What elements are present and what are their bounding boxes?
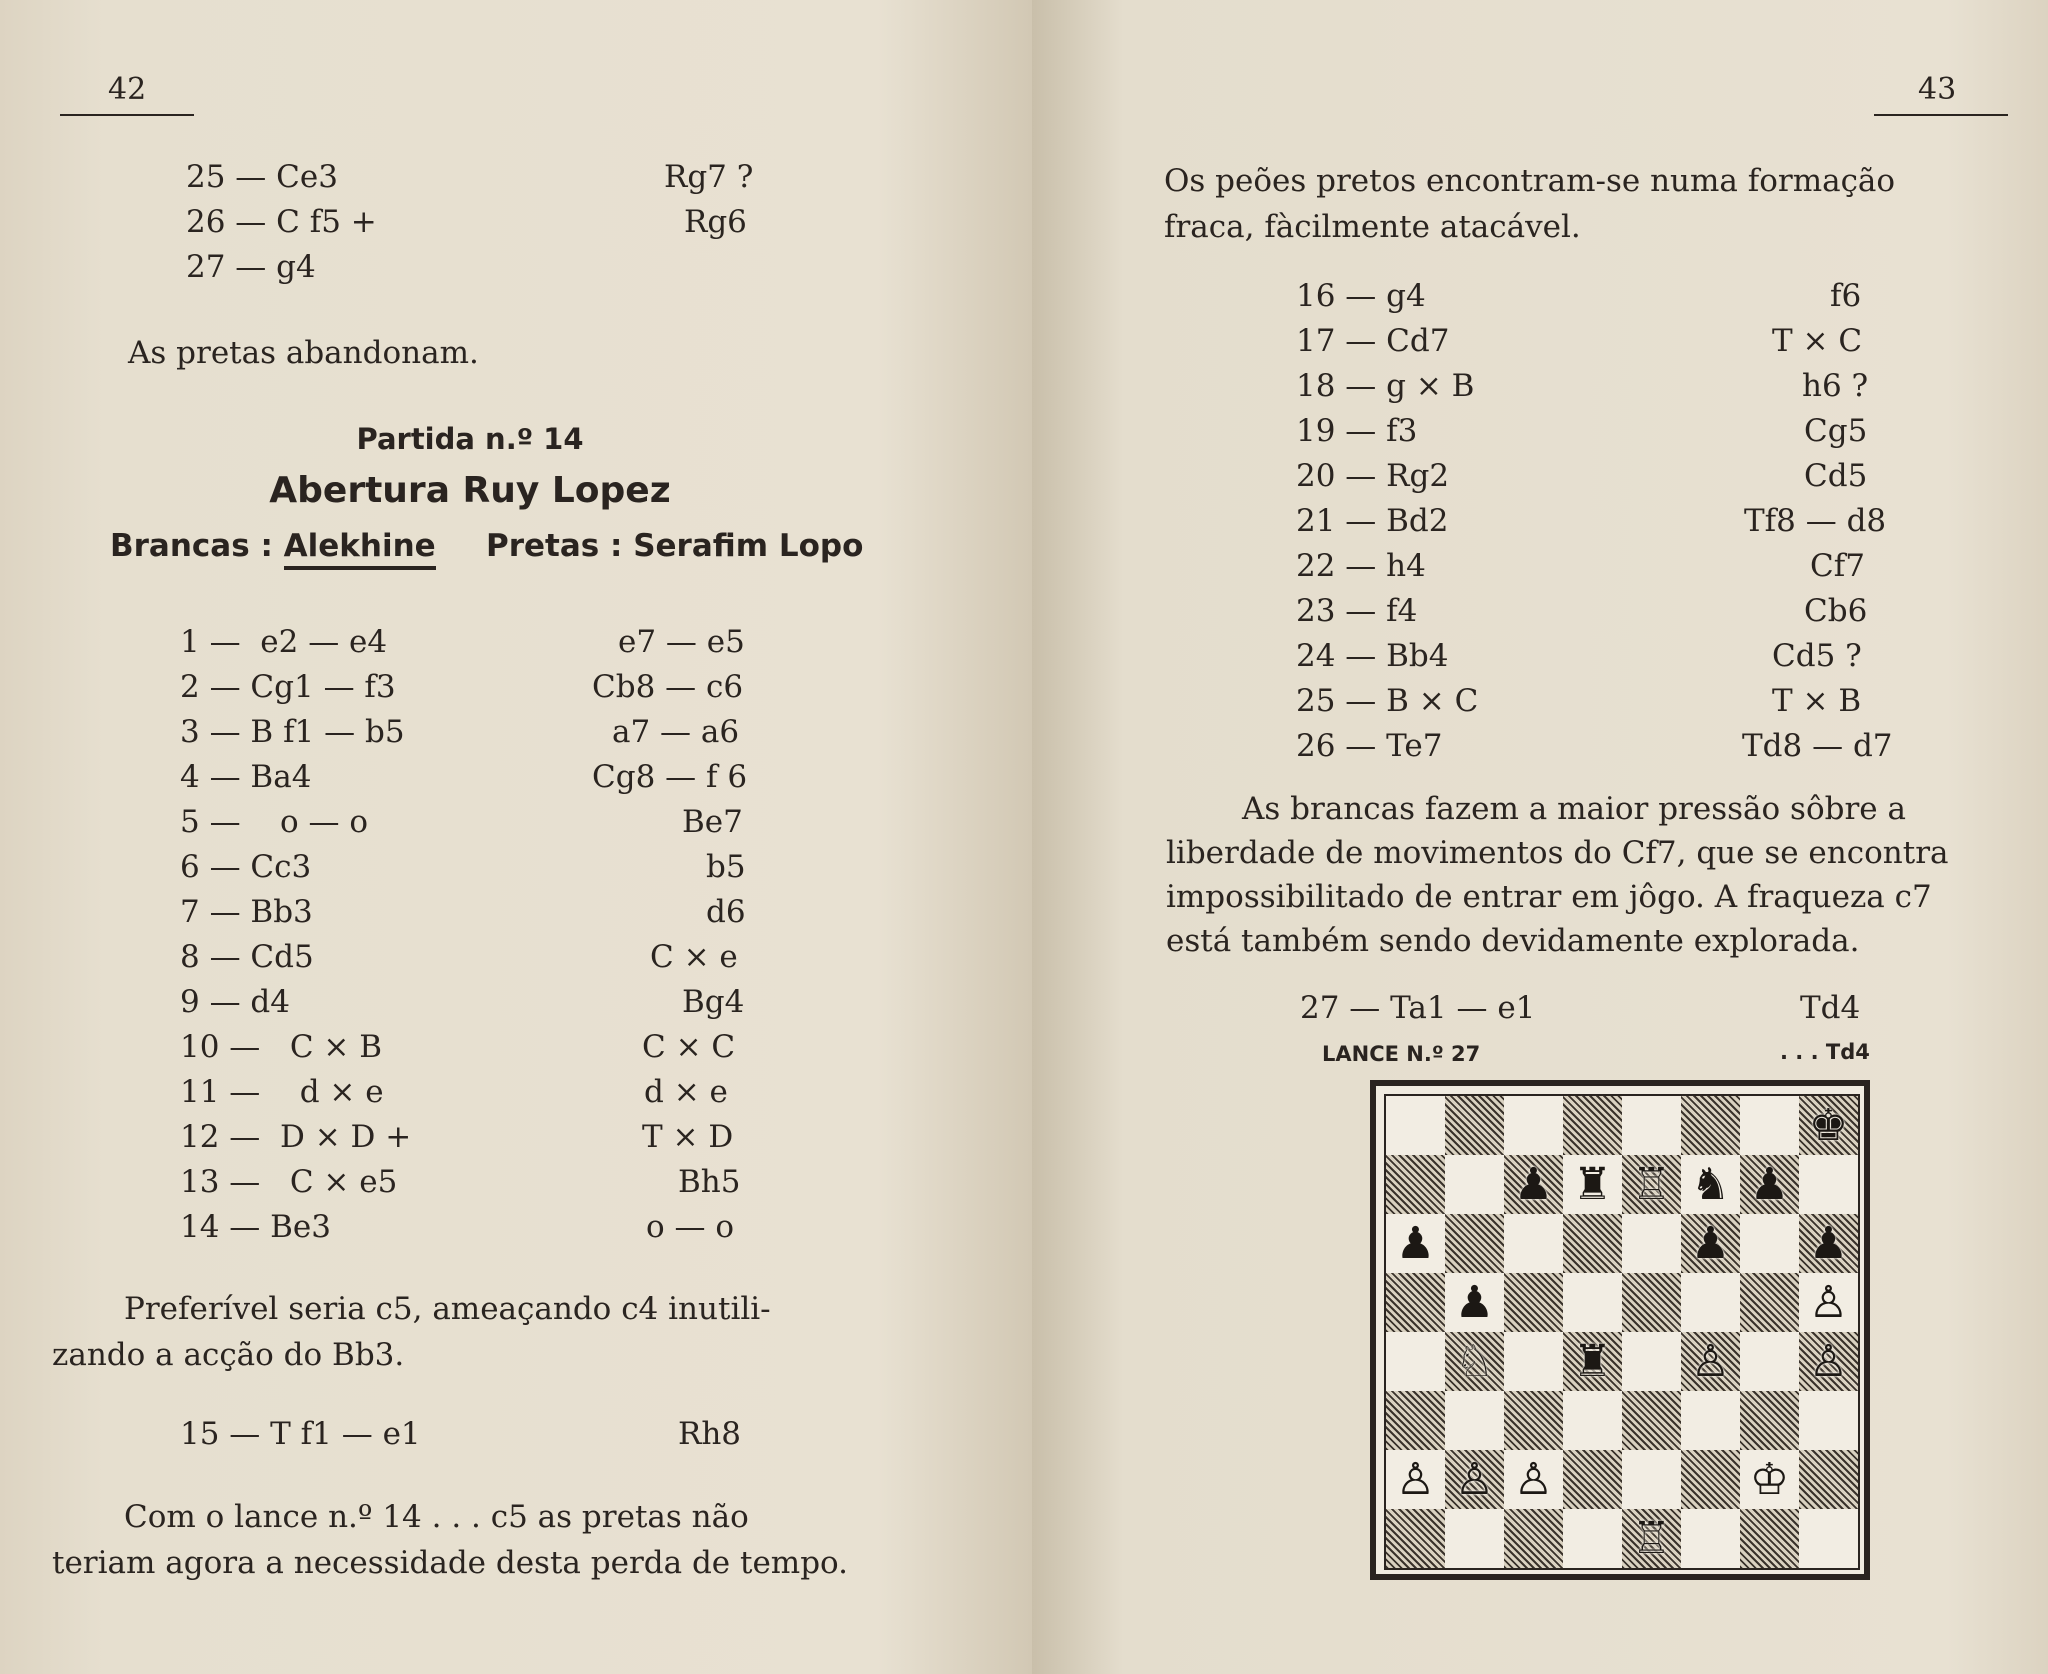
board-square <box>1799 1214 1858 1273</box>
move-row <box>1296 319 1896 364</box>
board-square <box>1622 1450 1681 1509</box>
board-square <box>1504 1391 1563 1450</box>
board-square <box>1563 1509 1622 1568</box>
white-move: 24 — Bb4 <box>1296 638 1449 674</box>
board-square <box>1563 1273 1622 1332</box>
black-move: Bh5 <box>678 1164 741 1200</box>
chess-piece-icon: ♜ <box>1572 1335 1613 1387</box>
move-row <box>1296 364 1896 409</box>
chess-piece-icon: ♟ <box>1690 1217 1731 1269</box>
move-row <box>180 710 780 755</box>
intro-line: fraca, fàcilmente atacável. <box>1164 209 1581 245</box>
move-row <box>1300 986 1900 1031</box>
comment-line: Com o lance n.º 14 . . . c5 as pretas não <box>124 1499 749 1535</box>
move-row <box>180 1412 780 1457</box>
white-move: 14 — Be3 <box>180 1209 332 1245</box>
move-row <box>180 1160 780 1205</box>
chess-piece-icon: ♟ <box>1395 1217 1436 1269</box>
move-27-row <box>1300 986 1900 1031</box>
move-row <box>180 1070 780 1115</box>
resign-text: As pretas abandonam. <box>128 335 479 371</box>
board-square <box>1445 1332 1504 1391</box>
black-move: T × C <box>1772 323 1863 359</box>
chess-piece-icon: ♚ <box>1808 1099 1849 1151</box>
white-move: 26 — C f5 + <box>186 204 377 240</box>
board-square <box>1622 1214 1681 1273</box>
board-square <box>1681 1332 1740 1391</box>
comment-line: teriam agora a necessidade desta perda de tempo. <box>52 1545 849 1581</box>
move-row <box>1296 409 1896 454</box>
black-move: h6 ? <box>1802 368 1869 404</box>
black-move: Cd5 ? <box>1772 638 1862 674</box>
chess-piece-icon: ♙ <box>1690 1335 1731 1387</box>
white-move: 25 — Ce3 <box>186 159 338 195</box>
move-row <box>186 200 766 245</box>
board-square <box>1445 1509 1504 1568</box>
white-move: 5 — o — o <box>180 804 369 840</box>
board-square <box>1681 1096 1740 1155</box>
black-move: f6 <box>1830 278 1862 314</box>
move-row <box>1296 634 1896 679</box>
move-row <box>1296 499 1896 544</box>
white-move: 6 — Cc3 <box>180 849 312 885</box>
board-square <box>1622 1332 1681 1391</box>
black-move: C × e <box>650 939 738 975</box>
move-row <box>180 755 780 800</box>
comment-line: Preferível seria c5, ameaçando c4 inutili- <box>124 1291 771 1327</box>
white-move: 3 — B f1 — b5 <box>180 714 405 750</box>
board-square <box>1740 1450 1799 1509</box>
move-row <box>1296 589 1896 634</box>
white-move: 13 — C × e5 <box>180 1164 398 1200</box>
board-square <box>1504 1450 1563 1509</box>
chess-board <box>1384 1094 1860 1570</box>
chess-piece-icon: ♙ <box>1808 1276 1849 1328</box>
left-page-number: 42 <box>108 72 147 107</box>
board-square <box>1740 1155 1799 1214</box>
white-player-name: Alekhine <box>284 528 436 570</box>
move-row <box>1296 679 1896 724</box>
board-square <box>1386 1450 1445 1509</box>
board-square <box>1681 1450 1740 1509</box>
board-square <box>1504 1214 1563 1273</box>
move-row <box>1296 274 1896 319</box>
board-square <box>1445 1450 1504 1509</box>
white-move: 27 — Ta1 — e1 <box>1300 990 1536 1026</box>
move-row <box>180 845 780 890</box>
black-move: b5 <box>706 849 746 885</box>
game-number: Partida n.º 14 <box>356 422 584 456</box>
board-square <box>1681 1214 1740 1273</box>
black-move: Cf7 <box>1810 548 1865 584</box>
game-moves-table <box>180 620 780 1250</box>
move-row <box>180 620 780 665</box>
board-square <box>1504 1273 1563 1332</box>
move-row <box>180 1025 780 1070</box>
intro-line: Os peões pretos encontram-se numa formação <box>1164 163 1896 199</box>
board-square <box>1799 1391 1858 1450</box>
black-player-line: Pretas : Serafim Lopo <box>486 528 864 564</box>
board-square <box>1622 1391 1681 1450</box>
board-square <box>1386 1509 1445 1568</box>
board-square <box>1622 1155 1681 1214</box>
board-square <box>1563 1096 1622 1155</box>
board-square <box>1799 1509 1858 1568</box>
move-row <box>1296 724 1896 769</box>
white-move: 8 — Cd5 <box>180 939 314 975</box>
board-square <box>1740 1509 1799 1568</box>
move-row <box>1296 454 1896 499</box>
white-move: 25 — B × C <box>1296 683 1479 719</box>
comment-line: está também sendo devidamente explorada. <box>1166 923 1860 959</box>
board-square <box>1386 1155 1445 1214</box>
board-square <box>1681 1509 1740 1568</box>
black-move: Bg4 <box>682 984 745 1020</box>
black-move: d6 <box>706 894 746 930</box>
board-square <box>1799 1450 1858 1509</box>
board-square <box>1504 1509 1563 1568</box>
chess-piece-icon: ♞ <box>1690 1158 1731 1210</box>
white-move: 15 — T f1 — e1 <box>180 1416 421 1452</box>
right-moves-table <box>1296 274 1896 769</box>
board-square <box>1386 1096 1445 1155</box>
board-square <box>1386 1273 1445 1332</box>
board-square <box>1445 1391 1504 1450</box>
chess-piece-icon: ♟ <box>1454 1276 1495 1328</box>
diagram-move-label: . . . Td4 <box>1780 1040 1870 1064</box>
black-move: Cb6 <box>1804 593 1868 629</box>
board-square <box>1386 1332 1445 1391</box>
diagram-caption: LANCE N.º 27 <box>1322 1042 1481 1066</box>
board-square <box>1445 1214 1504 1273</box>
move-row <box>186 155 766 200</box>
move-row <box>180 1205 780 1250</box>
board-square <box>1445 1273 1504 1332</box>
white-move: 12 — D × D + <box>180 1119 412 1155</box>
white-move: 26 — Te7 <box>1296 728 1443 764</box>
black-move: Rg7 ? <box>664 159 754 195</box>
board-square <box>1740 1273 1799 1332</box>
black-move: T × B <box>1772 683 1862 719</box>
move-15-row <box>180 1412 780 1457</box>
board-square <box>1681 1391 1740 1450</box>
comment-line: impossibilitado de entrar em jôgo. A fraqueza c7 <box>1166 879 1932 915</box>
black-move: Be7 <box>682 804 743 840</box>
board-square <box>1740 1391 1799 1450</box>
black-move: Td8 — d7 <box>1742 728 1893 764</box>
board-square <box>1445 1096 1504 1155</box>
board-square <box>1799 1273 1858 1332</box>
chess-piece-icon: ♟ <box>1513 1158 1554 1210</box>
white-move: 27 — g4 <box>186 249 316 285</box>
right-page <box>1032 0 2048 1674</box>
top-moves-table <box>186 155 766 290</box>
comment-line: As brancas fazem a maior pressão sôbre a <box>1242 791 1906 827</box>
black-move: e7 — e5 <box>618 624 745 660</box>
move-row <box>180 935 780 980</box>
board-square <box>1799 1155 1858 1214</box>
board-square <box>1386 1214 1445 1273</box>
board-square <box>1740 1096 1799 1155</box>
move-row <box>180 1115 780 1160</box>
black-move: Cg5 <box>1804 413 1868 449</box>
chess-piece-icon: ♙ <box>1395 1453 1436 1505</box>
board-square <box>1799 1332 1858 1391</box>
board-square <box>1622 1096 1681 1155</box>
comment-line: zando a acção do Bb3. <box>52 1337 405 1373</box>
black-move: T × D <box>642 1119 734 1155</box>
white-move: 10 — C × B <box>180 1029 383 1065</box>
white-move: 17 — Cd7 <box>1296 323 1450 359</box>
black-move: Rh8 <box>678 1416 742 1452</box>
black-move: Rg6 <box>684 204 747 240</box>
black-move: Cd5 <box>1804 458 1868 494</box>
white-move: 4 — Ba4 <box>180 759 312 795</box>
white-move: 20 — Rg2 <box>1296 458 1450 494</box>
board-square <box>1563 1450 1622 1509</box>
white-move: 9 — d4 <box>180 984 290 1020</box>
board-square <box>1504 1332 1563 1391</box>
board-square <box>1563 1214 1622 1273</box>
right-page-number: 43 <box>1918 72 1957 107</box>
chess-piece-icon: ♙ <box>1513 1453 1554 1505</box>
white-move: 2 — Cg1 — f3 <box>180 669 396 705</box>
black-move: d × e <box>644 1074 728 1110</box>
chess-piece-icon: ♜ <box>1572 1158 1613 1210</box>
white-move: 23 — f4 <box>1296 593 1418 629</box>
chess-piece-icon: ♘ <box>1454 1335 1495 1387</box>
white-move: 21 — Bd2 <box>1296 503 1449 539</box>
board-square <box>1563 1332 1622 1391</box>
white-move: 22 — h4 <box>1296 548 1426 584</box>
comment-line: liberdade de movimentos do Cf7, que se encontra <box>1166 835 1949 871</box>
chess-piece-icon: ♖ <box>1631 1158 1672 1210</box>
black-move: Cg8 — f 6 <box>592 759 748 795</box>
white-move: 11 — d × e <box>180 1074 384 1110</box>
white-move: 16 — g4 <box>1296 278 1426 314</box>
white-player-line <box>110 528 436 564</box>
black-move: Cb8 — c6 <box>592 669 744 705</box>
board-square <box>1799 1096 1858 1155</box>
white-move: 18 — g × B <box>1296 368 1475 404</box>
board-square <box>1504 1155 1563 1214</box>
move-row <box>180 890 780 935</box>
board-square <box>1563 1155 1622 1214</box>
board-square <box>1504 1096 1563 1155</box>
white-move: 7 — Bb3 <box>180 894 313 930</box>
board-square <box>1445 1155 1504 1214</box>
opening-name: Abertura Ruy Lopez <box>269 470 671 511</box>
move-row <box>180 665 780 710</box>
white-move: 19 — f3 <box>1296 413 1418 449</box>
board-square <box>1386 1391 1445 1450</box>
chess-piece-icon: ♟ <box>1808 1217 1849 1269</box>
chess-diagram <box>1370 1080 1870 1580</box>
board-square <box>1681 1155 1740 1214</box>
move-row <box>180 980 780 1025</box>
chess-piece-icon: ♙ <box>1808 1335 1849 1387</box>
board-square <box>1622 1273 1681 1332</box>
move-row <box>1296 544 1896 589</box>
black-move: a7 — a6 <box>612 714 740 750</box>
chess-piece-icon: ♖ <box>1631 1512 1672 1564</box>
left-page-number-rule <box>60 114 194 116</box>
board-square <box>1740 1332 1799 1391</box>
white-label: Brancas : <box>110 528 273 564</box>
right-page-number-rule <box>1874 114 2008 116</box>
black-move: C × C <box>642 1029 736 1065</box>
board-square <box>1622 1509 1681 1568</box>
white-move: 1 — e2 — e4 <box>180 624 388 660</box>
chess-piece-icon: ♙ <box>1454 1453 1495 1505</box>
board-square <box>1681 1273 1740 1332</box>
move-row <box>186 245 766 290</box>
black-move: Td4 <box>1800 990 1861 1026</box>
board-square <box>1563 1391 1622 1450</box>
black-move: Tf8 — d8 <box>1744 503 1887 539</box>
chess-piece-icon: ♔ <box>1749 1453 1790 1505</box>
move-row <box>180 800 780 845</box>
black-move: o — o <box>646 1209 735 1245</box>
chess-piece-icon: ♟ <box>1749 1158 1790 1210</box>
board-square <box>1740 1214 1799 1273</box>
